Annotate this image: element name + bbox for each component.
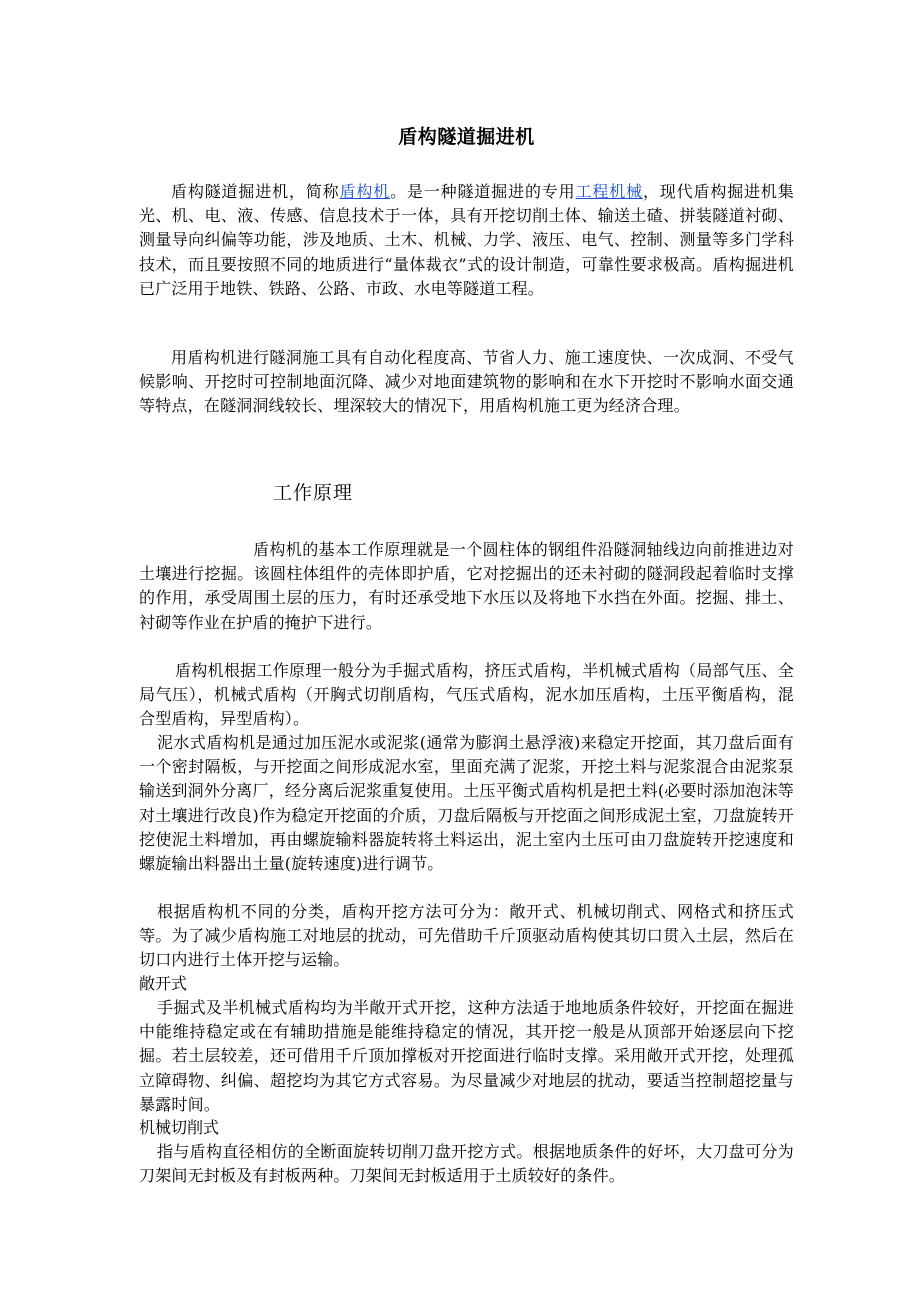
heading-mechanical-cutting: 机械切削式 — [139, 1118, 220, 1137]
link-shield-machine[interactable]: 盾构机 — [339, 182, 391, 201]
intro-p1-text-a: 盾构隧道掘进机，简称 — [171, 182, 340, 201]
document-title: 盾构隧道掘进机 — [398, 126, 535, 148]
link-engineering-machinery[interactable]: 工程机械 — [575, 182, 643, 201]
intro-p1-text-b: 。是一种隧道掘进的专用 — [390, 182, 576, 201]
intro-paragraph-1 — [139, 180, 794, 301]
intro-paragraph-2: 用盾构机进行隧洞施工具有自动化程度高、节省人力、施工速度快、一次成洞、不受气候影响、开挖时可控制地面沉降、减少对地面建筑物的影响和在水下开挖时不影响水面交通等特点，在隧洞洞线较长、埋深较大的情况下，用盾构机施工更为经济合理。 — [139, 348, 794, 416]
heading-open-type: 敞开式 — [139, 974, 188, 993]
principle-paragraph-1: 盾构机的基本工作原理就是一个圆柱体的钢组件沿隧洞轴线边向前推进边对土壤进行挖掘。该圆柱体组件的壳体即护盾，它对挖掘出的还未衬砌的隧洞段起着临时支撑的作用，承受周围土层的压力，有时还承受地下水压以及将地下水挡在外面。挖掘、排土、衬砌等作业在护盾的掩护下进行。 — [139, 540, 794, 632]
open-type-paragraph: 手掘式及半机械式盾构均为半敞开式开挖，这种方法适于地地质条件较好，开挖面在掘进中能维持稳定或在有辅助措施是能维持稳定的情况，其开挖一般是从顶部开始逐层向下挖掘。若土层较差，还可借用千斤顶加撑板对开挖面进行临时支撑。采用敞开式开挖，处理孤立障碍物、纠偏、超挖均为其它方式容易。为尽量减少对地层的扰动，要适当控制超挖量与暴露时间。 — [139, 998, 794, 1114]
principle-paragraph-4: 根据盾构机不同的分类，盾构开挖方法可分为：敞开式、机械切削式、网格式和挤压式等。为了减少盾构施工对地层的扰动，可先借助千斤顶驱动盾构使其切口贯入土层，然后在切口内进行土体开挖与运输。 — [139, 902, 794, 970]
principle-paragraph-2: 盾构机根据工作原理一般分为手掘式盾构，挤压式盾构，半机械式盾构（局部气压、全局气压），机械式盾构（开胸式切削盾构，气压式盾构，泥水加压盾构，土压平衡盾构，混合型盾构，异型盾构）。 — [139, 661, 794, 729]
section-title-working-principle: 工作原理 — [273, 482, 354, 504]
principle-paragraph-3: 泥水式盾构机是通过加压泥水或泥浆(通常为膨润土悬浮液)来稳定开挖面，其刀盘后面有一个密封隔板，与开挖面之间形成泥水室，里面充满了泥浆，开挖土料与泥浆混合由泥浆泵输送到洞外分离厂，经分离后泥浆重复使用。土压平衡式盾构机是把土料(必要时添加泡沫等对土壤进行改良)作为稳定开挖面的介质，刀盘后隔板与开挖面之间形成泥土室，刀盘旋转开挖使泥土料增加，再由螺旋输料器旋转将土料运出，泥土室内土压可由刀盘旋转开挖速度和螺旋输出料器出土量(旋转速度)进行调节。 — [139, 733, 794, 874]
intro-p1-text-c: ，现代盾构掘进机集光、机、电、液、传感、信息技术于一体，具有开挖切削土体、输送土碴、拼装隧道衬砌、测量导向纠偏等功能，涉及地质、土木、机械、力学、液压、电气、控制、测量等多门学科技术，而且要按照不同的地质进行“量体裁衣”式的设计制造，可靠性要求极高。盾构掘进机已广泛用于地铁、铁路、公路、市政、水电等隧道工程。 — [139, 182, 794, 298]
mechanical-cutting-paragraph: 指与盾构直径相仿的全断面旋转切削刀盘开挖方式。根据地质条件的好坏，大刀盘可分为刀架间无封板及有封板两种。刀架间无封板适用于土质较好的条件。 — [139, 1142, 794, 1186]
